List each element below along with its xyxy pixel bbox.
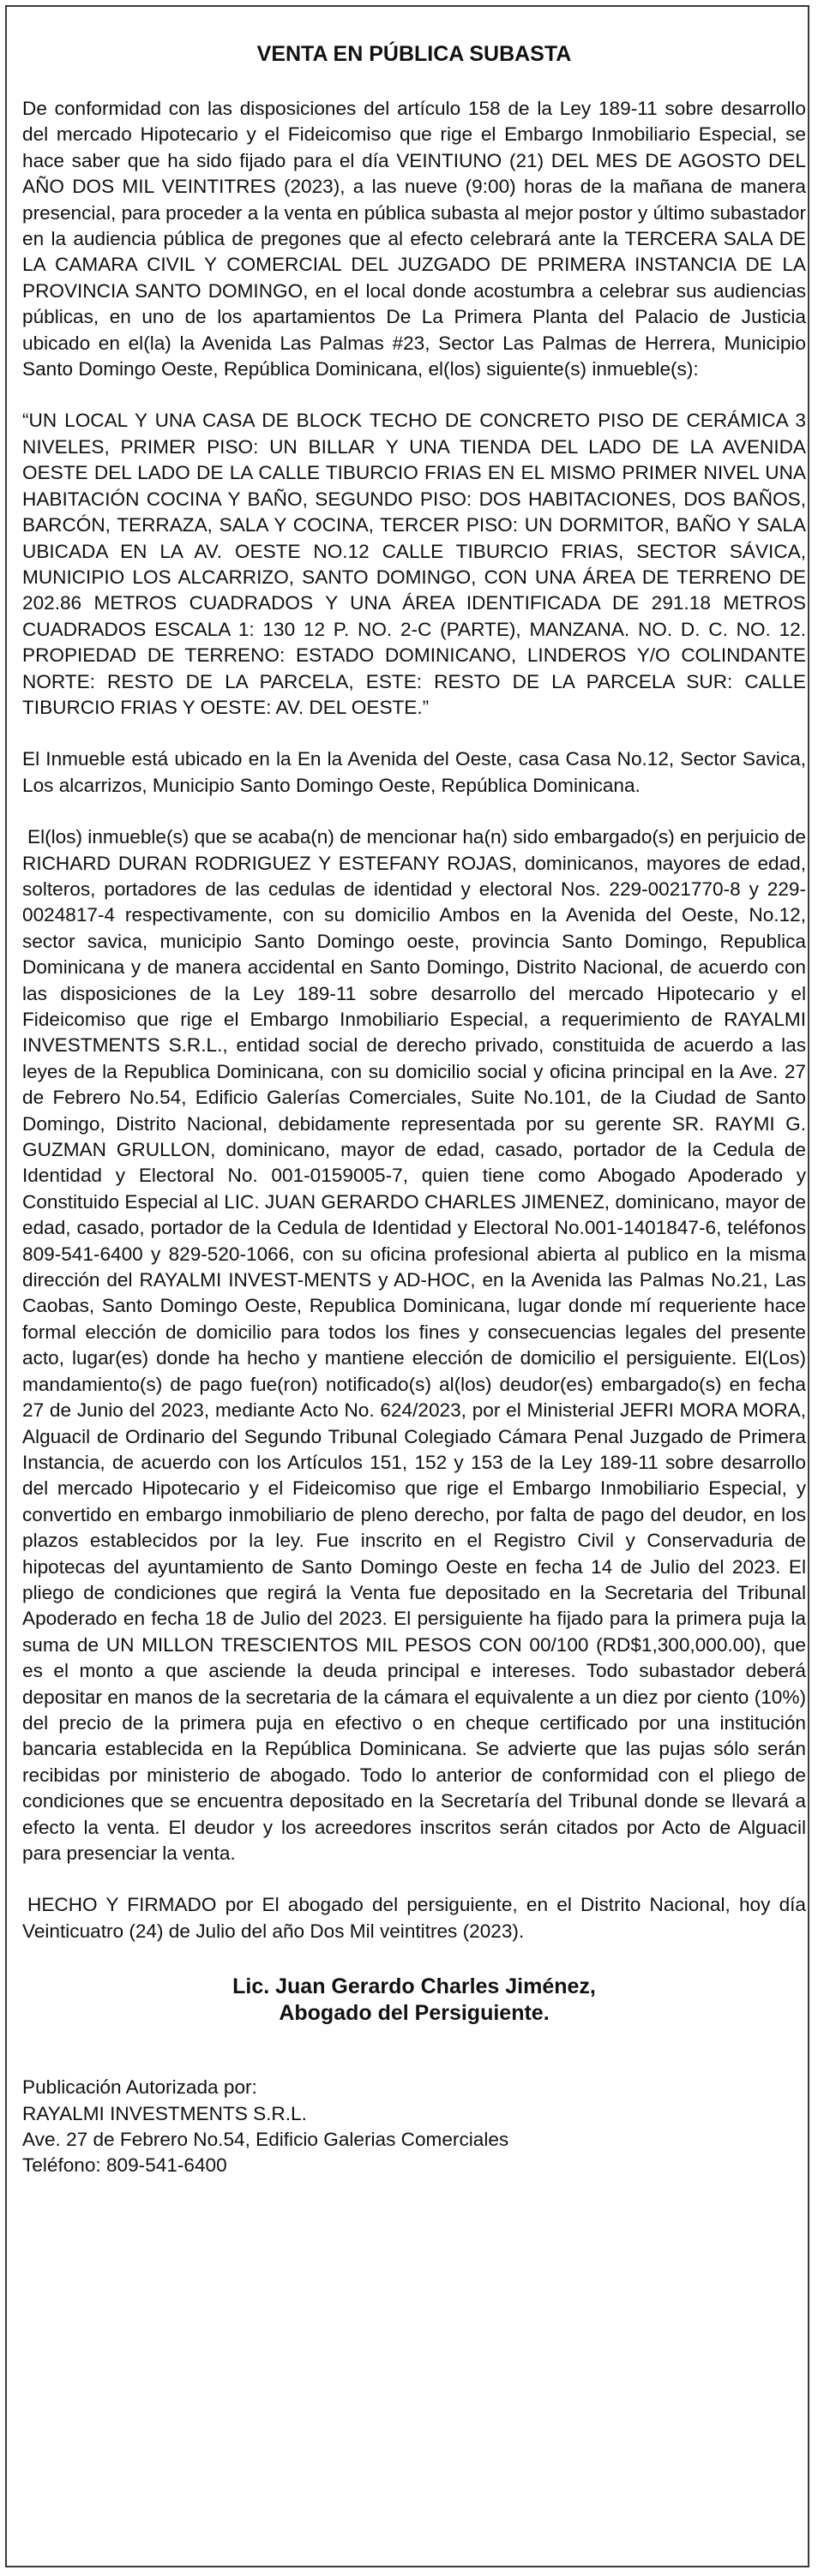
footer-phone: Teléfono: 809-541-6400	[22, 2154, 227, 2177]
notice-paragraph-property-location: El Inmueble está ubicado en la En la Avenida del Oeste, casa Casa No.12, Sector Savica, Los alcarrizos, Municipio Santo Domingo Oeste, República Dominicana.	[22, 748, 806, 796]
notice-paragraph-announcement: De conformidad con las disposiciones del artículo 158 de la Ley 189-11 sobre desarrollo del mercado Hipotecario y el Fideicomiso que rige el Embargo Inmobiliario Especial, se hace saber que ha sido fijado para el día VEINTIUNO (21) DEL MES DE AGOSTO DEL AÑO DOS MIL VEINTITRES (2023), a las nueve (9:00) horas de la mañana de manera presencial, para proceder a la venta en pública subasta al mejor postor y último subastador en la audiencia pública de pregones que al efecto celebrará ante la TERCERA SALA DE LA CAMARA CIVIL Y COMERCIAL DEL JUZGADO DE PRIMERA INSTANCIA DE LA PROVINCIA SANTO DOMINGO, en el local donde acostumbra a celebrar sus audiencias públicas, en uno de los apartamientos De La Primera Planta del Palacio de Justicia ubicado en el(la) la Avenida Las Palmas #23, Sector Las Palmas de Herrera, Municipio Santo Domingo Oeste, República Dominicana, el(los) siguiente(s) inmueble(s):	[22, 98, 806, 380]
notice-paragraph-property-description: “UN LOCAL Y UNA CASA DE BLOCK TECHO DE CONCRETO PISO DE CERÁMICA 3 NIVELES, PRIMER PISO: UN BILLAR Y UNA TIENDA DEL LADO DE LA AVENIDA OESTE DEL LADO DE LA CALLE TIBURCIO FRIAS EN EL MISMO PRIMER NIVEL UNA HABITACIÓN COCINA Y BAÑO, SEGUNDO PISO: DOS HABITACIONES, DOS BAÑOS, BARCÓN, TERRAZA, SALA Y COCINA, TERCER PISO: UN DORMITOR, BAÑO Y SALA UBICADA EN LA AV. OESTE NO.12 CALLE TIBURCIO FRIAS, SECTOR SÁVICA, MUNICIPIO LOS ALCARRIZO, SANTO DOMINGO, CON UNA ÁREA DE TERRENO DE 202.86 METROS CUADRADOS Y UNA ÁREA IDENTIFICADA DE 291.18 METROS CUADRADOS ESCALA 1: 130 12 P. NO. 2-C (PARTE), MANZANA. NO. D. C. NO. 12. PROPIEDAD DE TERRENO: ESTADO DOMINICANO, LINDEROS Y/O COLINDANTE NORTE: RESTO DE LA PARCELA, ESTE: RESTO DE LA PARCELA SUR: CALLE TIBURCIO FRIAS Y OESTE: AV. DEL OESTE.”	[22, 410, 806, 718]
signature-name: Lic. Juan Gerardo Charles Jiménez,	[232, 1974, 596, 1999]
notice-frame	[5, 5, 809, 2567]
signature-block	[22, 1974, 806, 2027]
footer-company: RAYALMI INVESTMENTS S.R.L.	[22, 2102, 307, 2124]
notice-paragraph-seizure-details: El(los) inmueble(s) que se acaba(n) de mencionar ha(n) sido embargado(s) en perjuicio de RICHARD DURAN RODRIGUEZ Y ESTEFANY ROJAS, dominicanos, mayores de edad, solteros, portadores de las cedulas de identidad y electoral Nos. 229-0021770-8 y 229-0024817-4 respectivamente, con su domicilio Ambos en la Avenida del Oeste, No.12, sector savica, municipio Santo Domingo oeste, provincia Santo Domingo, Republica Dominicana y de manera accidental en Santo Domingo, Distrito Nacional, de acuerdo con las disposiciones de la Ley 189-11 sobre desarrollo del mercado Hipotecario y el Fideicomiso que rige el Embargo Inmobiliario Especial, a requerimiento de RAYALMI INVESTMENTS S.R.L., entidad social de derecho privado, constituida de acuerdo a las leyes de la Republica Dominicana, con su domicilio social y oficina principal en la Ave. 27 de Febrero No.54, Edificio Galerías Comerciales, Suite No.101, de la Ciudad de Santo Domingo, Distrito Nacional, debidamente representada por su gerente SR. RAYMI G. GUZMAN GRULLON, dominicano, mayor de edad, casado, portador de la Cedula de Identidad y Electoral No. 001-0159005-7, quien tiene como Abogado Apoderado y Constituido Especial al LIC. JUAN GERARDO CHARLES JIMENEZ, dominicano, mayor de edad, casado, portador de la Cedula de Identidad y Electoral No.001-1401847-6, teléfonos 809-541-6400 y 829-520-1066, con su oficina profesional abierta al publico en la misma dirección del RAYALMI INVEST-MENTS y AD-HOC, en la Avenida las Palmas No.21, Las Caobas, Santo Domingo Oeste, Republica Dominicana, lugar donde mí requeriente hace formal elección de domicilio para todos los fines y consecuencias legales del presente acto, lugar(es) donde ha hecho y mantiene elección de domicilio el persiguiente. El(Los) mandamiento(s) de pago fue(ron) notificado(s) al(los) deudor(es) embargado(s) en fecha 27 de Junio del 2023, mediante Acto No. 624/2023, por el Ministerial JEFRI MORA MORA, Alguacil de Ordinario del Segundo Tribunal Colegiado Cámara Penal Juzgado de Primera Instancia, de acuerdo con los Artículos 151, 152 y 153 de la Ley 189-11 sobre desarrollo del mercado Hipotecario y el Fideicomiso que rige el Embargo Inmobiliario Especial, y convertido en embargo inmobiliario de pleno derecho, por falta de pago del deudor, en los plazos establecidos por la ley. Fue inscrito en el Registro Civil y Conservaduria de hipotecas del ayuntamiento de Santo Domingo Oeste en fecha 14 de Julio del 2023. El pliego de condiciones que regirá la Venta fue depositado en la Secretaria del Tribunal Apoderado en fecha 18 de Julio del 2023. El persiguiente ha fijado para la primera puja la suma de UN MILLON TRESCIENTOS MIL PESOS CON 00/100 (RD$1,300,000.00), que es el monto a que asciende la deuda principal e intereses. Todo subastador deberá depositar en manos de la secretaria de la cámara el equivalente a un diez por ciento (10%) del precio de la primera puja en efectivo o en cheque certificado por una institución bancaria establecida en la República Dominicana. Se advierte que las pujas sólo serán recibidas por ministerio de abogado. Todo lo anterior de conformidad con el pliego de condiciones que se encuentra depositado en la Secretaría del Tribunal donde se llevará a efecto la venta. El deudor y los acreedores inscritos serán citados por Acto de Alguacil para presenciar la venta.	[22, 826, 806, 1864]
notice-content	[22, 41, 806, 2179]
signature-role: Abogado del Persiguiente.	[279, 2001, 550, 2026]
footer-authorized-by: Publicación Autorizada por:	[22, 2076, 257, 2099]
publication-footer	[22, 2075, 806, 2179]
notice-paragraph-signed: HECHO Y FIRMADO por El abogado del persiguiente, en el Distrito Nacional, hoy día Veinticuatro (24) de Julio del año Dos Mil veintitres (2023).	[22, 1894, 806, 1942]
notice-title: VENTA EN PÚBLICA SUBASTA	[256, 42, 572, 66]
footer-address: Ave. 27 de Febrero No.54, Edificio Galerias Comerciales	[22, 2129, 509, 2151]
